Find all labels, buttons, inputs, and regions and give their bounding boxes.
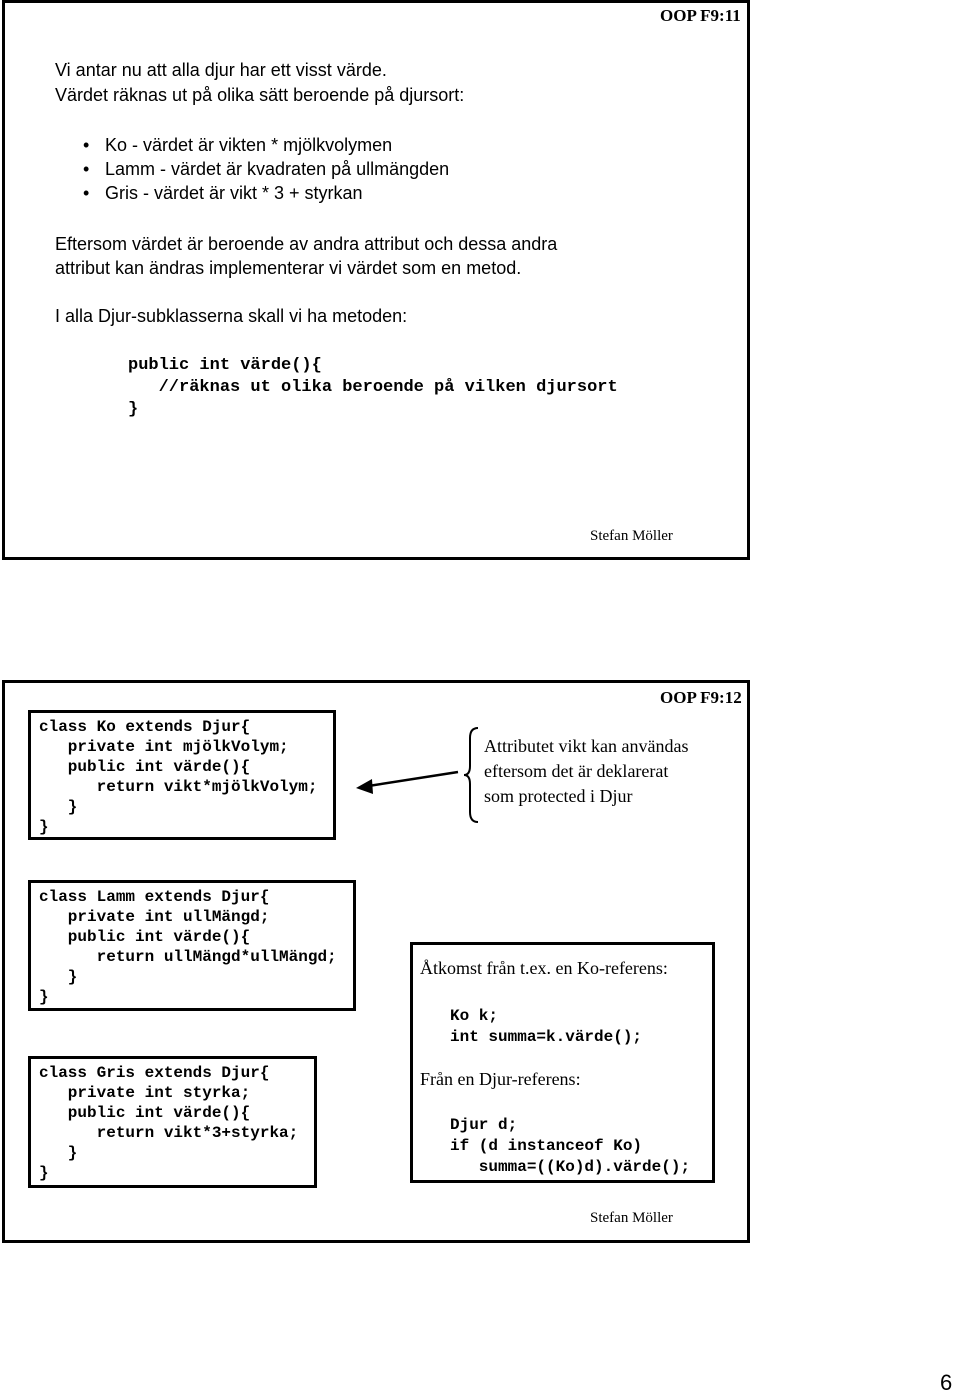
code-line: } (39, 968, 78, 986)
slide-1-footer: Stefan Möller (590, 528, 673, 544)
code-line: } (39, 818, 49, 836)
ko-class-code (28, 710, 336, 840)
slide-1-header: OOP F9:11 (660, 6, 741, 25)
note-line: eftersom det är deklarerat (484, 761, 669, 781)
intro-line: Vi antar nu att alla djur har ett visst värde. (55, 60, 387, 80)
access-title-djur: Från en Djur-referens: (420, 1069, 581, 1089)
code-line: return vikt*3+styrka; (39, 1124, 299, 1142)
access-title-ko: Åtkomst från t.ex. en Ko-referens: (420, 958, 668, 978)
code-line: if (d instanceof Ko) (450, 1137, 643, 1155)
code-line: } (39, 798, 78, 816)
code-line: private int mjölkVolym; (39, 738, 289, 756)
page-number: 6 (940, 1370, 953, 1395)
access-code-djur (450, 1115, 690, 1178)
paragraph-line: attribut kan ändras implementerar vi värdet som en metod. (55, 258, 522, 278)
code-line: private int ullMängd; (39, 908, 270, 926)
code-line: public int värde(){ (39, 1104, 251, 1122)
protected-note (484, 734, 688, 809)
code-line: class Gris extends Djur{ (39, 1064, 270, 1082)
intro-line: Värdet räknas ut på olika sätt beroende på djursort: (55, 85, 465, 105)
bullet-item (83, 157, 449, 181)
code-line: Ko k; (450, 1007, 499, 1025)
code-line: Djur d; (450, 1116, 518, 1134)
paragraph-line: Eftersom värdet är beroende av andra attribut och dessa andra (55, 234, 558, 254)
code-line: public int värde(){ (128, 356, 322, 375)
code-line: return ullMängd*ullMängd; (39, 948, 337, 966)
code-line: } (39, 1144, 78, 1162)
bullet-item (83, 133, 449, 157)
note-line: Attributet vikt kan användas (484, 736, 689, 756)
gris-class-code (28, 1056, 317, 1188)
code-line: } (39, 988, 49, 1006)
code-line: public int värde(){ (39, 928, 251, 946)
slide-2-header: OOP F9:12 (660, 688, 742, 707)
curly-brace-icon (462, 726, 482, 824)
code-line: private int styrka; (39, 1084, 251, 1102)
bullet-text: Ko - värdet är vikten * mjölkvolymen (105, 135, 393, 155)
code-line: return vikt*mjölkVolym; (39, 778, 318, 796)
code-line: summa=((Ko)d).värde(); (450, 1158, 691, 1176)
slide-1-bullets (83, 133, 449, 205)
code-line: } (128, 400, 139, 419)
bullet-icon: • (83, 159, 90, 179)
code-line: int summa=k.värde(); (450, 1028, 643, 1046)
bullet-icon: • (83, 183, 90, 203)
slide-2-footer: Stefan Möller (590, 1210, 673, 1226)
access-code-ko (450, 1006, 642, 1048)
bullet-text: Lamm - värdet är kvadraten på ullmängden (105, 159, 450, 179)
code-line: class Ko extends Djur{ (39, 718, 251, 736)
bullet-text: Gris - värdet är vikt * 3 + styrkan (105, 183, 363, 203)
code-line: } (39, 1164, 49, 1182)
code-line: //räknas ut olika beroende på vilken djursort (128, 378, 618, 397)
bullet-item (83, 181, 449, 205)
bullet-icon: • (83, 135, 90, 155)
slide-1-code (128, 355, 618, 421)
arrow-icon (350, 760, 465, 800)
code-line: class Lamm extends Djur{ (39, 888, 270, 906)
slide-1-intro (55, 58, 464, 108)
slide-1-paragraph (55, 232, 557, 280)
slide-1-paragraph-2: I alla Djur-subklasserna skall vi ha metoden: (55, 306, 408, 326)
lamm-class-code (28, 880, 356, 1011)
note-line: som protected i Djur (484, 786, 633, 806)
code-line: public int värde(){ (39, 758, 251, 776)
